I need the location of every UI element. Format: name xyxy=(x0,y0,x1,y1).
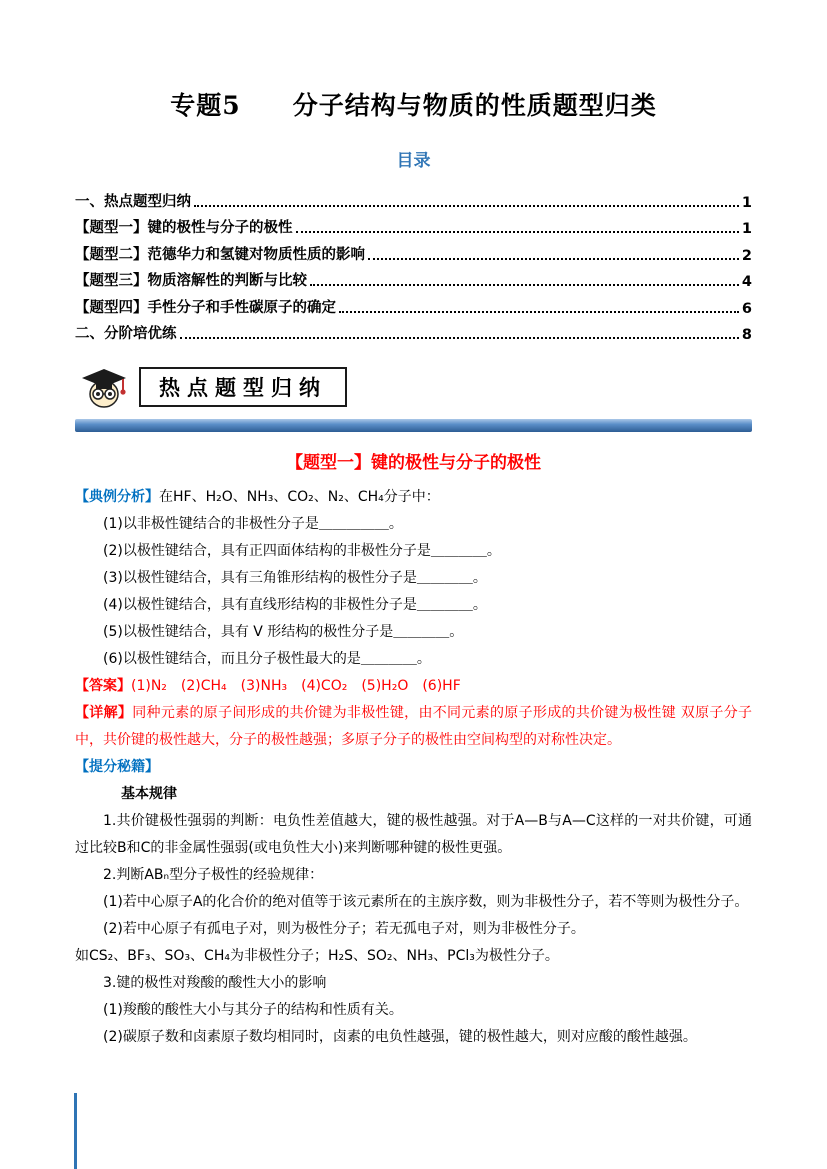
toc-entry[interactable] xyxy=(75,264,752,291)
example-question: (4)以极性键结合，具有直线形结构的非极性分子是＿＿＿＿。 xyxy=(103,597,487,613)
toc-entry[interactable] xyxy=(75,290,752,317)
toc-leader-dots xyxy=(296,231,739,233)
toc-entry-label: 【题型三】物质溶解性的判断与比较 xyxy=(75,273,307,289)
tips-subtitle: 基本规律 xyxy=(121,786,177,802)
toc-leader-dots xyxy=(310,284,739,286)
example-intro-text: 在HF、H₂O、NH₃、CO₂、N₂、CH₄分子中： xyxy=(159,489,440,505)
graduate-cap-face-icon xyxy=(75,363,133,411)
toc-leader-dots xyxy=(180,337,739,339)
toc-entry-label: 【题型二】范德华力和氢键对物质性质的影响 xyxy=(75,246,365,263)
page-title: 专题5 分子结构与物质的性质题型归类 xyxy=(170,91,657,120)
tips-paragraph: 如CS₂、BF₃、SO₃、CH₄为非极性分子；H₂S、SO₂、NH₃、PCl₃为极性分子。 xyxy=(75,948,559,964)
toc-leader-dots xyxy=(339,311,739,313)
hot-topics-banner xyxy=(75,363,752,411)
hot-topics-banner-label: 热点题型归纳 xyxy=(139,367,347,407)
tips-tag: 【提分秘籍】 xyxy=(75,759,159,775)
table-of-contents xyxy=(75,184,752,343)
example-question: (5)以极性键结合，具有 V 形结构的极性分子是＿＿＿＿。 xyxy=(103,624,464,640)
analysis-line xyxy=(75,700,752,754)
toc-page-number: 4 xyxy=(741,274,752,290)
answer-line xyxy=(75,673,752,700)
toc-page-number: 2 xyxy=(741,247,752,264)
toc-entry[interactable] xyxy=(75,237,752,264)
example-tag: 【典例分析】 xyxy=(75,489,159,505)
tips-tag-line xyxy=(75,754,752,781)
toc-entry-label: 【题型四】手性分子和手性碳原子的确定 xyxy=(75,299,336,316)
toc-entry-label: 一、热点题型归纳 xyxy=(75,193,191,210)
example-question-list xyxy=(75,511,752,673)
topic-one-heading: 【题型一】键的极性与分子的极性 xyxy=(286,453,541,473)
example-question: (1)以非极性键结合的非极性分子是＿＿＿＿＿。 xyxy=(103,516,403,532)
toc-entry[interactable] xyxy=(75,317,752,344)
toc-page-number: 6 xyxy=(741,300,752,317)
toc-page-number: 8 xyxy=(741,327,752,343)
tips-paragraph: 1.共价键极性强弱的判断：电负性差值越大，键的极性越强。对于A—B与A—C这样的一对共价键，可通过比较B和C的非金属性强弱(或电负性大小)来判断哪种键的极性更强。 xyxy=(75,813,752,856)
toc-entry[interactable] xyxy=(75,184,752,211)
toc-page-number: 1 xyxy=(741,221,752,237)
answer-tag: 【答案】 xyxy=(75,678,131,694)
answer-text: (1)N₂ (2)CH₄ (3)NH₃ (4)CO₂ (5)H₂O (6)HF xyxy=(131,678,461,694)
page-content xyxy=(75,86,752,1051)
example-question: (3)以极性键结合，具有三角锥形结构的极性分子是＿＿＿＿。 xyxy=(103,570,487,586)
toc-leader-dots xyxy=(368,258,739,260)
tips-paragraph: 3.键的极性对羧酸的酸性大小的影响 xyxy=(103,975,327,991)
example-intro-line xyxy=(75,484,752,511)
tips-paragraph: (1)若中心原子A的化合价的绝对值等于该元素所在的主族序数，则为非极性分子，若不等则为极性分子。 xyxy=(103,894,749,910)
tips-paragraph: (2)碳原子数和卤素原子数均相同时，卤素的电负性越强，键的极性越大，则对应酸的酸性越强。 xyxy=(103,1029,697,1045)
toc-leader-dots xyxy=(194,205,739,207)
page-border-left xyxy=(74,1093,77,1169)
tips-paragraph: (1)羧酸的酸性大小与其分子的结构和性质有关。 xyxy=(103,1002,403,1018)
toc-page-number: 1 xyxy=(741,194,752,211)
example-question: (6)以极性键结合，而且分子极性最大的是＿＿＿＿。 xyxy=(103,651,431,667)
toc-entry-label: 【题型一】键的极性与分子的极性 xyxy=(75,220,293,236)
tips-paragraph: 2.判断ABₙ型分子极性的经验规律： xyxy=(103,867,324,883)
analysis-tag: 【详解】 xyxy=(75,705,133,721)
topic-one-body xyxy=(75,484,752,1051)
toc-entry[interactable] xyxy=(75,211,752,238)
tips-paragraph: (2)若中心原子有孤电子对，则为极性分子；若无孤电子对，则为非极性分子。 xyxy=(103,921,585,937)
toc-entry-label: 二、分阶培优练 xyxy=(75,326,177,342)
example-question: (2)以极性键结合，具有正四面体结构的非极性分子是＿＿＿＿。 xyxy=(103,543,501,559)
toc-title: 目录 xyxy=(396,151,431,171)
analysis-text: 同种元素的原子间形成的共价键为非极性键，由不同元素的原子形成的共价键为极性键 双原子分子中，共价键的极性越大，分子的极性越强；多原子分子的极性由空间构型的对称性决定。 xyxy=(75,705,753,748)
section-divider-bar xyxy=(75,419,752,432)
